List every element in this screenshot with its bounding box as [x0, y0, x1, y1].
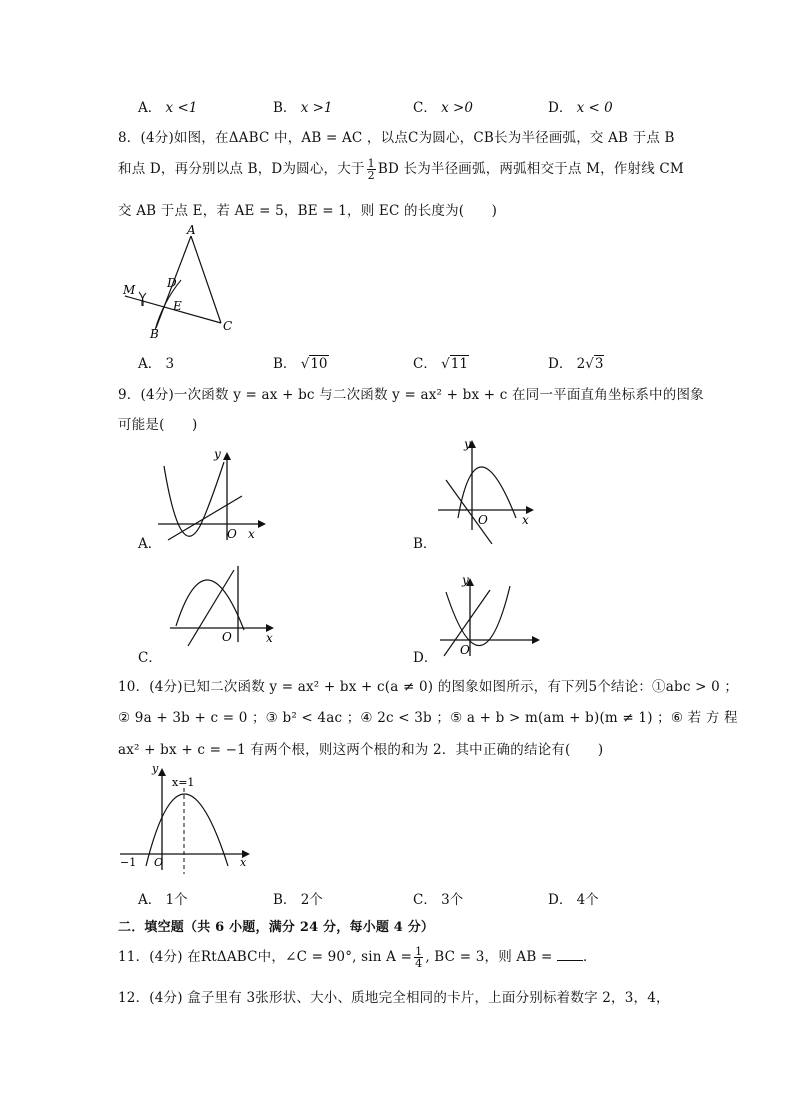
- svg-text:x: x: [240, 856, 247, 869]
- q12-line-1: 12．(4分) 盒子里有 3张形状、大小、质地完全相同的卡片，上面分别标着数字 2，3，4，: [118, 990, 670, 1006]
- q9-option-d[interactable]: D．: [413, 650, 438, 666]
- q11-answer-blank[interactable]: [557, 948, 583, 961]
- q10-line-3: ax² + bx + c = −1 有两个根，则这两个根的和为 2．其中正确的结论有( ): [118, 742, 604, 758]
- label-a: A: [187, 223, 196, 237]
- q7-option-c[interactable]: C． x >0: [413, 100, 473, 116]
- label-c: C: [223, 319, 233, 333]
- svg-text:x: x: [248, 527, 255, 541]
- q9-option-c[interactable]: C．: [138, 650, 162, 666]
- q7-option-b[interactable]: B． x >1: [273, 100, 333, 116]
- svg-text:O: O: [222, 630, 232, 644]
- q9-graph-b: [432, 436, 542, 544]
- label-m: M: [123, 283, 136, 297]
- q7-option-a[interactable]: A． x <1: [138, 100, 198, 116]
- q9-graph-d: [436, 572, 546, 658]
- q8-option-a[interactable]: A． 3: [138, 356, 175, 372]
- q9-line-1: 9．(4分)一次函数 y = ax + bc 与二次函数 y = ax² + bx + c 在同一平面直角坐标系中的图象: [118, 387, 704, 403]
- q8-line-2: 和点 D，再分别以点 B，D为圆心，大于 $\frac{1}{2}$ BD 长为半径画弧，两弧相交于点 M，作射线 CM: [118, 157, 684, 182]
- label-d: D: [167, 276, 177, 290]
- svg-text:O: O: [154, 856, 164, 869]
- q8-line-1: 8．(4分)如图，在ΔABC 中，AB = AC ，以点C为圆心，CB长为半径画弧，交 AB 于点 B: [118, 130, 675, 146]
- svg-text:O: O: [478, 513, 488, 527]
- q11-line: 11．(4分) 在RtΔABC中，∠C = 90°, sin A = $\frac{1}{4}$ , BC = 3，则 AB = ．: [118, 945, 597, 970]
- q10-option-d[interactable]: D． 4个: [548, 892, 599, 908]
- q9-graph-a: [150, 448, 270, 544]
- svg-text:x: x: [266, 631, 273, 645]
- q9-graph-c: [166, 562, 282, 648]
- q9-option-b[interactable]: B．: [413, 536, 437, 552]
- q8-line-3: 交 AB 于点 E，若 AE = 5，BE = 1，则 EC 的长度为( ): [118, 203, 498, 219]
- svg-text:O: O: [227, 527, 237, 541]
- q9-line-2: 可能是( ): [118, 417, 198, 433]
- label-b: B: [150, 327, 159, 340]
- q10-option-b[interactable]: B． 2个: [273, 892, 323, 908]
- q7-option-d[interactable]: D． x < 0: [548, 100, 613, 116]
- q10-line-2: ② 9a + 3b + c = 0 ；③ b² < 4ac ；④ 2c < 3b ；⑤ a + b > m(am + b)(m ≠ 1) ；⑥ 若 方 程: [118, 710, 738, 726]
- svg-text:O: O: [460, 643, 470, 657]
- q8-option-c[interactable]: C． √11: [413, 356, 468, 372]
- svg-text:x: x: [522, 513, 529, 527]
- q9-option-a[interactable]: A．: [138, 536, 162, 552]
- svg-text:x=1: x=1: [172, 776, 195, 789]
- label-e: E: [173, 299, 182, 313]
- q10-option-c[interactable]: C． 3个: [413, 892, 464, 908]
- segment-ac: [191, 236, 221, 323]
- svg-text:y: y: [462, 573, 469, 587]
- q10-line-1: 10．(4分)已知二次函数 y = ax² + bx + c(a ≠ 0) 的图象如图所示，有下列5个结论：①abc > 0 ；: [118, 679, 739, 695]
- svg-text:y: y: [464, 437, 471, 451]
- svg-text:y: y: [152, 762, 159, 775]
- arc-m-2: [142, 293, 146, 306]
- q8-triangle-figure: [115, 222, 245, 340]
- svg-text:−1: −1: [120, 856, 137, 869]
- svg-text:y: y: [214, 448, 221, 461]
- section-2-title: 二．填空题（共 6 小题，满分 24 分，每小题 4 分）: [118, 920, 435, 935]
- q10-option-a[interactable]: A． 1个: [138, 892, 188, 908]
- q10-parabola-figure: [116, 762, 256, 882]
- q8-option-d[interactable]: D． 2√3: [548, 356, 604, 372]
- q8-option-b[interactable]: B． √10: [273, 356, 328, 372]
